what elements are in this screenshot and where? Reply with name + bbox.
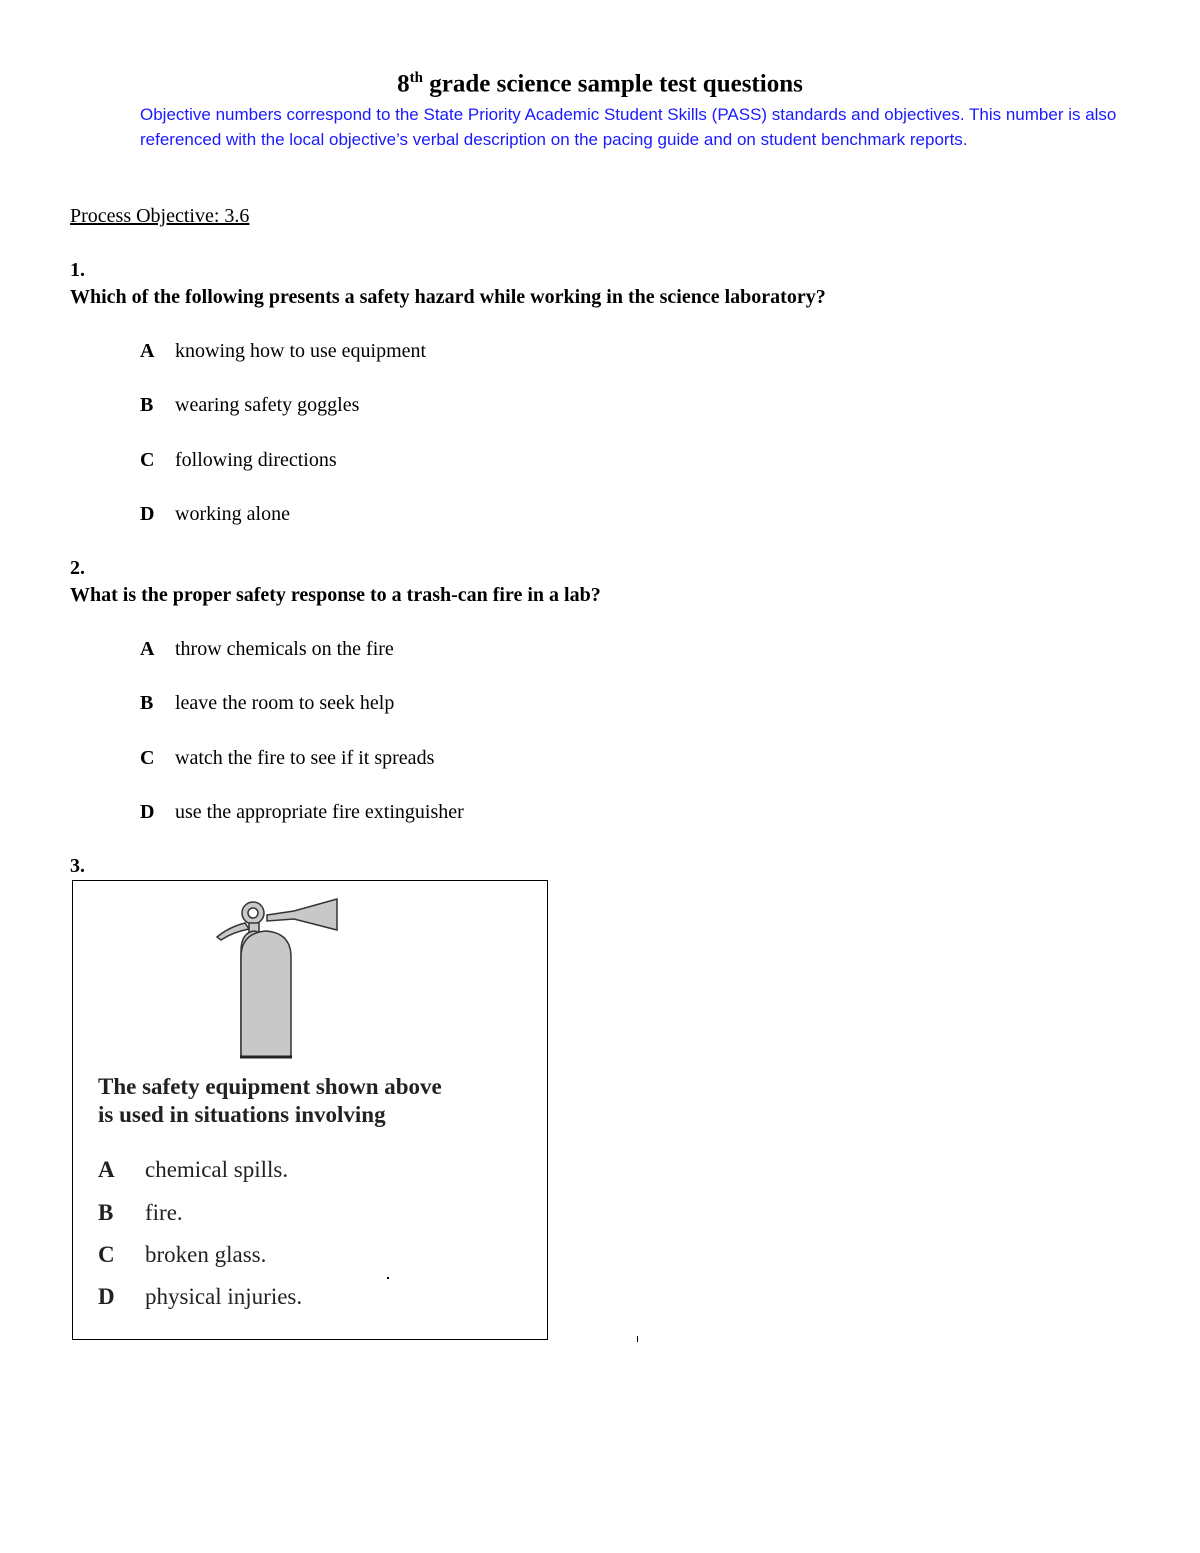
question-2-number: 2. — [70, 557, 85, 579]
scan-speck — [387, 1277, 389, 1279]
choice-letter: D — [98, 1284, 115, 1309]
choice-letter: B — [140, 692, 154, 714]
choice-text: leave the room to seek help — [175, 692, 395, 714]
question-1-number: 1. — [70, 259, 85, 281]
question-2-choice-d — [140, 801, 464, 824]
page-title — [0, 70, 1200, 98]
question-1-choice-a — [140, 340, 426, 363]
fire-extinguisher-icon — [211, 895, 341, 1060]
choice-letter: D — [140, 503, 155, 525]
choice-text: use the appropriate fire extinguisher — [175, 801, 464, 823]
choice-letter: A — [140, 340, 155, 362]
scan-speck — [637, 1336, 638, 1342]
choice-text: throw chemicals on the fire — [175, 638, 394, 660]
choice-text: fire. — [145, 1200, 183, 1225]
question-3-choice-b — [98, 1200, 183, 1226]
question-3-text — [98, 1073, 442, 1129]
question-3-choice-d — [98, 1284, 302, 1310]
choice-letter: C — [98, 1242, 115, 1267]
choice-text: knowing how to use equipment — [175, 340, 427, 362]
choice-letter: C — [140, 747, 155, 769]
title-text: grade science sample test questions — [423, 70, 803, 98]
question-1-choice-b — [140, 394, 359, 417]
question-3-figure-box — [72, 880, 548, 1340]
question-3-choice-a — [98, 1157, 288, 1183]
choice-text: physical injuries. — [145, 1284, 303, 1309]
question-1-choice-c — [140, 449, 337, 472]
question-2-choice-b — [140, 692, 394, 715]
choice-text: chemical spills. — [145, 1157, 289, 1182]
question-3-number: 3. — [70, 855, 85, 877]
process-objective: Process Objective: 3.6 — [70, 205, 250, 227]
question-3-text-line-2: is used in situations involving — [98, 1102, 386, 1127]
question-2-text: What is the proper safety response to a trash-can fire in a lab? — [70, 584, 601, 606]
choice-letter: D — [140, 801, 155, 823]
choice-text: watch the fire to see if it spreads — [175, 747, 435, 769]
question-1-choice-d — [140, 503, 290, 526]
choice-letter: B — [140, 394, 154, 416]
question-3-choice-c — [98, 1242, 266, 1268]
choice-text: wearing safety goggles — [175, 394, 360, 416]
choice-letter: B — [98, 1200, 114, 1225]
question-2-choice-a — [140, 638, 394, 661]
title-prefix: 8 — [397, 70, 410, 98]
choice-text: working alone — [175, 503, 290, 525]
question-2-choice-c — [140, 747, 434, 770]
title-superscript: th — [409, 70, 423, 86]
choice-text: following directions — [175, 449, 337, 471]
question-1-text: Which of the following presents a safety hazard while working in the science laboratory? — [70, 286, 826, 308]
choice-text: broken glass. — [145, 1242, 267, 1267]
choice-letter: C — [140, 449, 155, 471]
choice-letter: A — [140, 638, 155, 660]
objective-note: Objective numbers correspond to the State Priority Academic Student Skills (PASS) standards and objectives. This number is also referenced with the local objective’s verbal description on the pacing guide and on student benchmark reports. — [140, 105, 1117, 149]
question-3-text-line-1: The safety equipment shown above — [98, 1074, 442, 1099]
choice-letter: A — [98, 1157, 115, 1182]
